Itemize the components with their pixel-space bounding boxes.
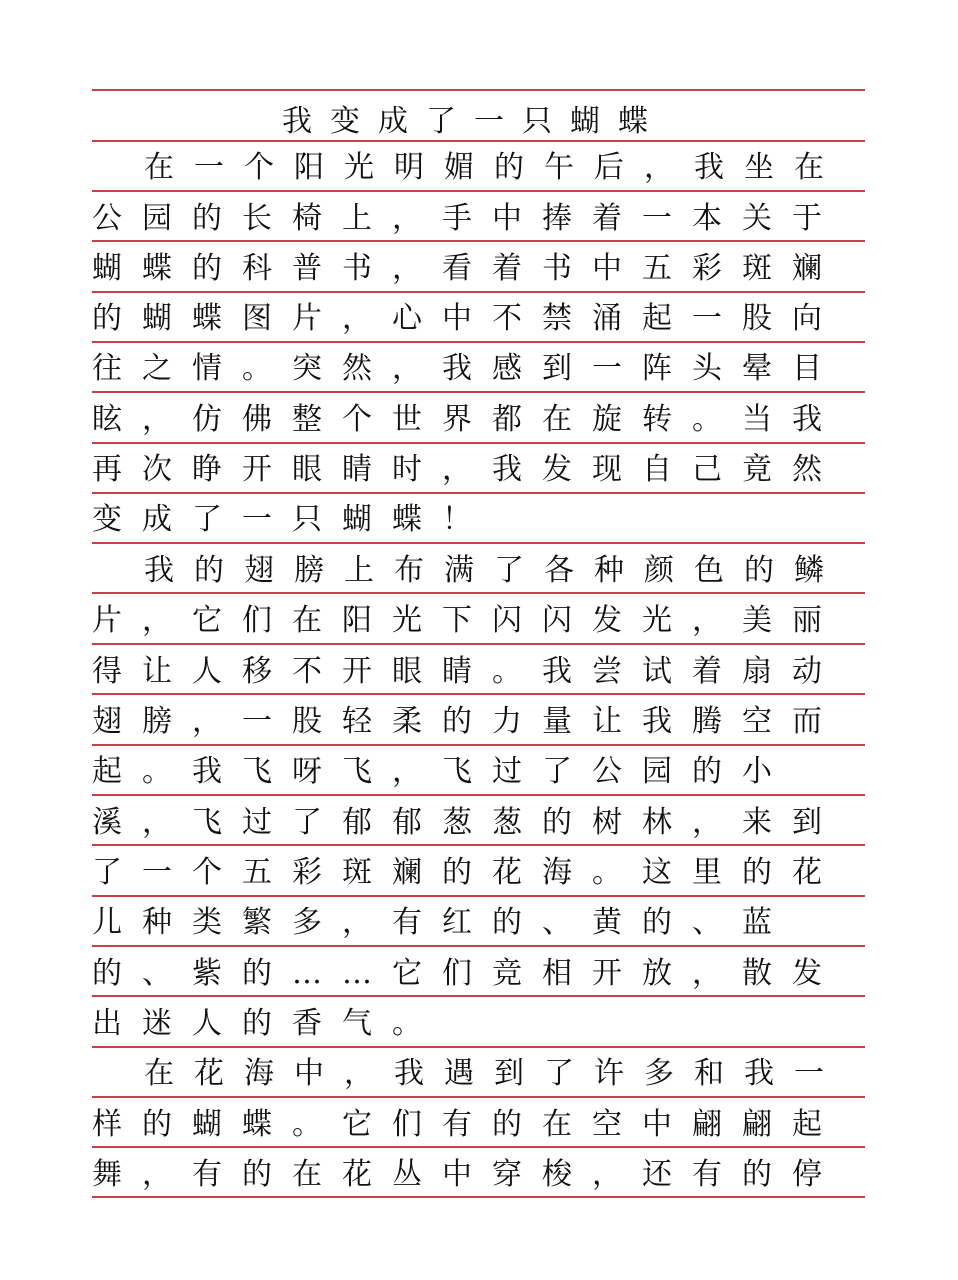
text-line: 样的蝴蝶。它们有的在空中翩翩起 bbox=[92, 1107, 842, 1142]
text-line: 我的翅膀上布满了各种颜色的鳞 bbox=[144, 553, 844, 588]
text-line: 在花海中，我遇到了许多和我一 bbox=[144, 1056, 844, 1091]
text-line: 舞，有的在花丛中穿梭，还有的停 bbox=[92, 1157, 842, 1192]
text-line: 的蝴蝶图片，心中不禁涌起一股向 bbox=[92, 301, 842, 336]
text-line: 眩，仿佛整个世界都在旋转。当我 bbox=[92, 402, 842, 437]
text-line: 变成了一只蝴蝶！ bbox=[92, 502, 492, 537]
page-title: 我变成了一只蝴蝶 bbox=[282, 104, 666, 139]
text-line: 出迷人的香气。 bbox=[92, 1006, 442, 1041]
text-line: 蝴蝶的科普书，看着书中五彩斑斓 bbox=[92, 251, 842, 286]
text-line: 儿种类繁多，有红的、黄的、蓝 bbox=[92, 905, 792, 940]
text-line: 起。我飞呀飞，飞过了公园的小 bbox=[92, 754, 792, 789]
text-line: 得让人移不开眼睛。我尝试着扇动 bbox=[92, 654, 842, 689]
text-line: 片，它们在阳光下闪闪发光，美丽 bbox=[92, 603, 842, 638]
text-line: 往之情。突然，我感到一阵头晕目 bbox=[92, 351, 842, 386]
text-line: 了一个五彩斑斓的花海。这里的花 bbox=[92, 855, 842, 890]
text-line: 在一个阳光明媚的午后，我坐在 bbox=[144, 150, 844, 185]
text-line: 公园的长椅上，手中捧着一本关于 bbox=[92, 201, 842, 236]
text-line: 再次睁开眼睛时，我发现自己竟然 bbox=[92, 452, 842, 487]
text-line: 的、紫的……它们竞相开放，散发 bbox=[92, 956, 842, 991]
rule-line bbox=[92, 89, 865, 91]
text-line: 翅膀，一股轻柔的力量让我腾空而 bbox=[92, 704, 842, 739]
text-line: 溪，飞过了郁郁葱葱的树林，来到 bbox=[92, 805, 842, 840]
